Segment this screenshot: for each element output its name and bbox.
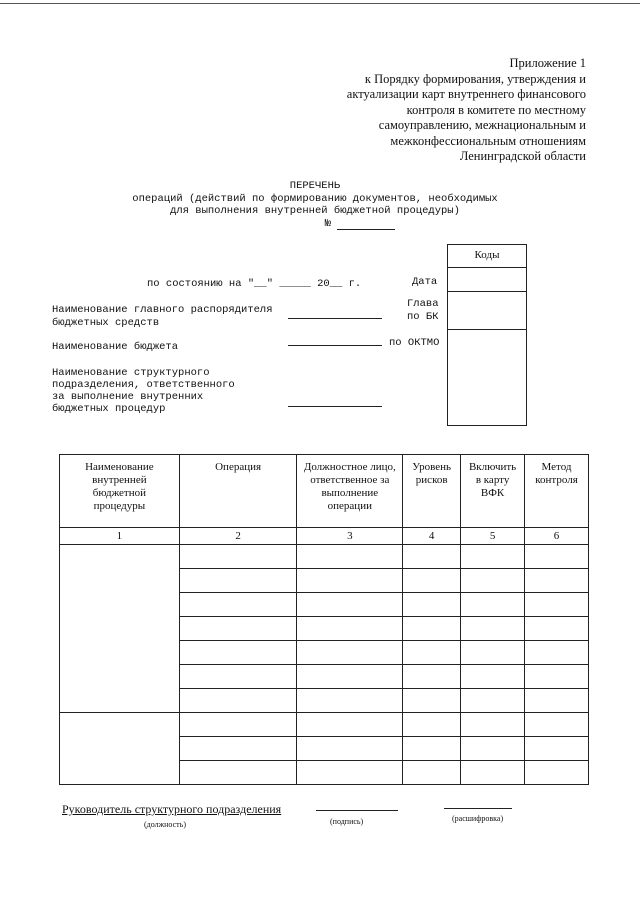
codes-box: [447, 244, 527, 426]
procedure-cell[interactable]: [60, 545, 180, 713]
table-cell[interactable]: [525, 641, 589, 665]
table-cell[interactable]: [461, 617, 525, 641]
header-text: Наименование: [85, 461, 154, 473]
table-cell[interactable]: [297, 665, 403, 689]
table-header-row: [60, 455, 589, 528]
col-number: 2: [179, 528, 297, 545]
table-cell[interactable]: [403, 689, 461, 713]
table-cell[interactable]: [525, 569, 589, 593]
appendix-line: к Порядку формирования, утверждения и: [364, 71, 586, 86]
procedure-cell[interactable]: [60, 713, 180, 785]
title-line1: операций (действий по формированию документов, необходимых: [132, 192, 498, 205]
col-number: 6: [525, 528, 589, 545]
table-cell[interactable]: [403, 713, 461, 737]
table-cell[interactable]: [525, 689, 589, 713]
header-text: ВФК: [480, 487, 505, 499]
appendix-line: актуализации карт внутреннего финансового: [346, 87, 586, 101]
header-text: операции: [327, 500, 372, 512]
title-number: [190, 218, 530, 231]
main-admin-label-line2: бюджетных средств: [52, 317, 160, 329]
date-label: Дата: [412, 276, 438, 288]
table-cell[interactable]: [525, 665, 589, 689]
unit-label-line: Наименование структурного: [52, 367, 210, 379]
col-header-include: [461, 455, 525, 528]
budget-name-label: Наименование бюджета: [52, 341, 179, 353]
table-cell[interactable]: [179, 689, 297, 713]
table-cell[interactable]: [461, 569, 525, 593]
signature-sign-caption: (подпись): [330, 817, 364, 826]
table-cell[interactable]: [297, 713, 403, 737]
header-text: Включить: [468, 461, 517, 473]
budget-name-input-line[interactable]: [288, 345, 382, 346]
header-text: рисков: [415, 474, 448, 486]
table-cell[interactable]: [461, 761, 525, 785]
appendix-line: контроля в комитете по местному: [406, 102, 586, 117]
table-cell[interactable]: [403, 737, 461, 761]
signature-position-caption: (должность): [144, 820, 186, 829]
header-text: Уровень: [412, 461, 452, 473]
appendix-line: Приложение 1: [509, 56, 586, 70]
table-cell[interactable]: [525, 761, 589, 785]
main-admin-input-line[interactable]: [288, 318, 382, 319]
table-cell[interactable]: [461, 737, 525, 761]
table-cell[interactable]: [297, 545, 403, 569]
table-cell[interactable]: [179, 641, 297, 665]
number-label: №: [324, 217, 331, 230]
table-cell[interactable]: [179, 665, 297, 689]
appendix-line: самоуправлению, межнациональным и: [378, 118, 586, 132]
table-cell[interactable]: [179, 545, 297, 569]
table-cell[interactable]: [403, 593, 461, 617]
header-text: ответственное за: [310, 474, 390, 486]
table-cell[interactable]: [297, 593, 403, 617]
table-cell[interactable]: [525, 545, 589, 569]
col-number: 3: [297, 528, 403, 545]
table-cell[interactable]: [179, 737, 297, 761]
table-cell[interactable]: [525, 713, 589, 737]
table-cell[interactable]: [525, 737, 589, 761]
appendix-block: [347, 56, 586, 165]
table-cell[interactable]: [403, 665, 461, 689]
table-cell[interactable]: [403, 545, 461, 569]
header-text: контроля: [535, 474, 578, 486]
signature-decode-line[interactable]: [444, 808, 512, 809]
operations-table: [59, 454, 589, 785]
col-header-operation: [179, 455, 297, 528]
header-text: внутренней: [92, 474, 147, 486]
table-cell[interactable]: [525, 617, 589, 641]
document-title: [100, 180, 530, 230]
codes-divider: [448, 329, 526, 330]
table-cell[interactable]: [297, 689, 403, 713]
col-number: 5: [461, 528, 525, 545]
main-admin-label-line1: Наименование главного распорядителя: [52, 304, 273, 316]
table-cell[interactable]: [297, 617, 403, 641]
signature-line[interactable]: [316, 810, 398, 811]
col-header-procedure: [60, 455, 180, 528]
table-cell[interactable]: [461, 641, 525, 665]
appendix-line: Ленинградской области: [459, 149, 586, 163]
signature-decode-caption: (расшифровка): [452, 814, 504, 823]
col-number: 1: [60, 528, 180, 545]
table-cell[interactable]: [525, 593, 589, 617]
unit-label-line: за выполнение внутренних: [52, 391, 204, 403]
title-heading: ПЕРЕЧЕНЬ: [289, 180, 341, 192]
table-cell[interactable]: [403, 641, 461, 665]
table-row: [60, 713, 589, 737]
oktmo-label: по ОКТМО: [389, 337, 440, 349]
table-cell[interactable]: [297, 737, 403, 761]
table-row: [60, 545, 589, 569]
header-text: бюджетной: [92, 487, 147, 499]
table-cell[interactable]: [297, 761, 403, 785]
table-cell[interactable]: [461, 665, 525, 689]
unit-label-line: подразделения, ответственного: [52, 379, 235, 391]
table-cell[interactable]: [297, 641, 403, 665]
appendix-line: межконфессиональным отношениям: [390, 133, 586, 148]
col-header-responsible: [297, 455, 403, 528]
table-cell[interactable]: [403, 761, 461, 785]
table-cell[interactable]: [461, 593, 525, 617]
signature-title: Руководитель структурного подразделения: [62, 802, 282, 816]
top-border-line: [0, 3, 640, 4]
table-number-row: [60, 528, 589, 545]
table-cell[interactable]: [179, 761, 297, 785]
table-cell[interactable]: [403, 569, 461, 593]
header-text: процедуры: [93, 500, 146, 512]
header-text: Метод: [541, 461, 572, 473]
header-text: Операция: [215, 461, 262, 473]
table-cell[interactable]: [179, 617, 297, 641]
table-cell[interactable]: [403, 617, 461, 641]
codes-divider: [448, 267, 526, 268]
header-text: Должностное лицо,: [303, 461, 396, 473]
table-cell[interactable]: [461, 713, 525, 737]
table-cell[interactable]: [179, 593, 297, 617]
as-of-date-text: по состоянию на "__" _____ 20__ г.: [147, 278, 362, 290]
table-cell[interactable]: [179, 713, 297, 737]
header-text: выполнение: [321, 487, 379, 499]
unit-label-line: бюджетных процедур: [52, 403, 166, 415]
col-header-method: [525, 455, 589, 528]
title-line2: для выполнения внутренней бюджетной процедуры): [170, 205, 460, 217]
table-cell[interactable]: [461, 689, 525, 713]
unit-input-line[interactable]: [288, 406, 382, 407]
header-text: в карту: [475, 474, 510, 486]
head-bk-label-line2: по БК: [407, 311, 439, 323]
codes-header: Коды: [474, 249, 500, 261]
table-cell[interactable]: [179, 569, 297, 593]
codes-divider: [448, 291, 526, 292]
col-header-risk: [403, 455, 461, 528]
head-bk-label-line1: Глава: [407, 298, 439, 310]
col-number: 4: [403, 528, 461, 545]
table-cell[interactable]: [461, 545, 525, 569]
table-cell[interactable]: [297, 569, 403, 593]
